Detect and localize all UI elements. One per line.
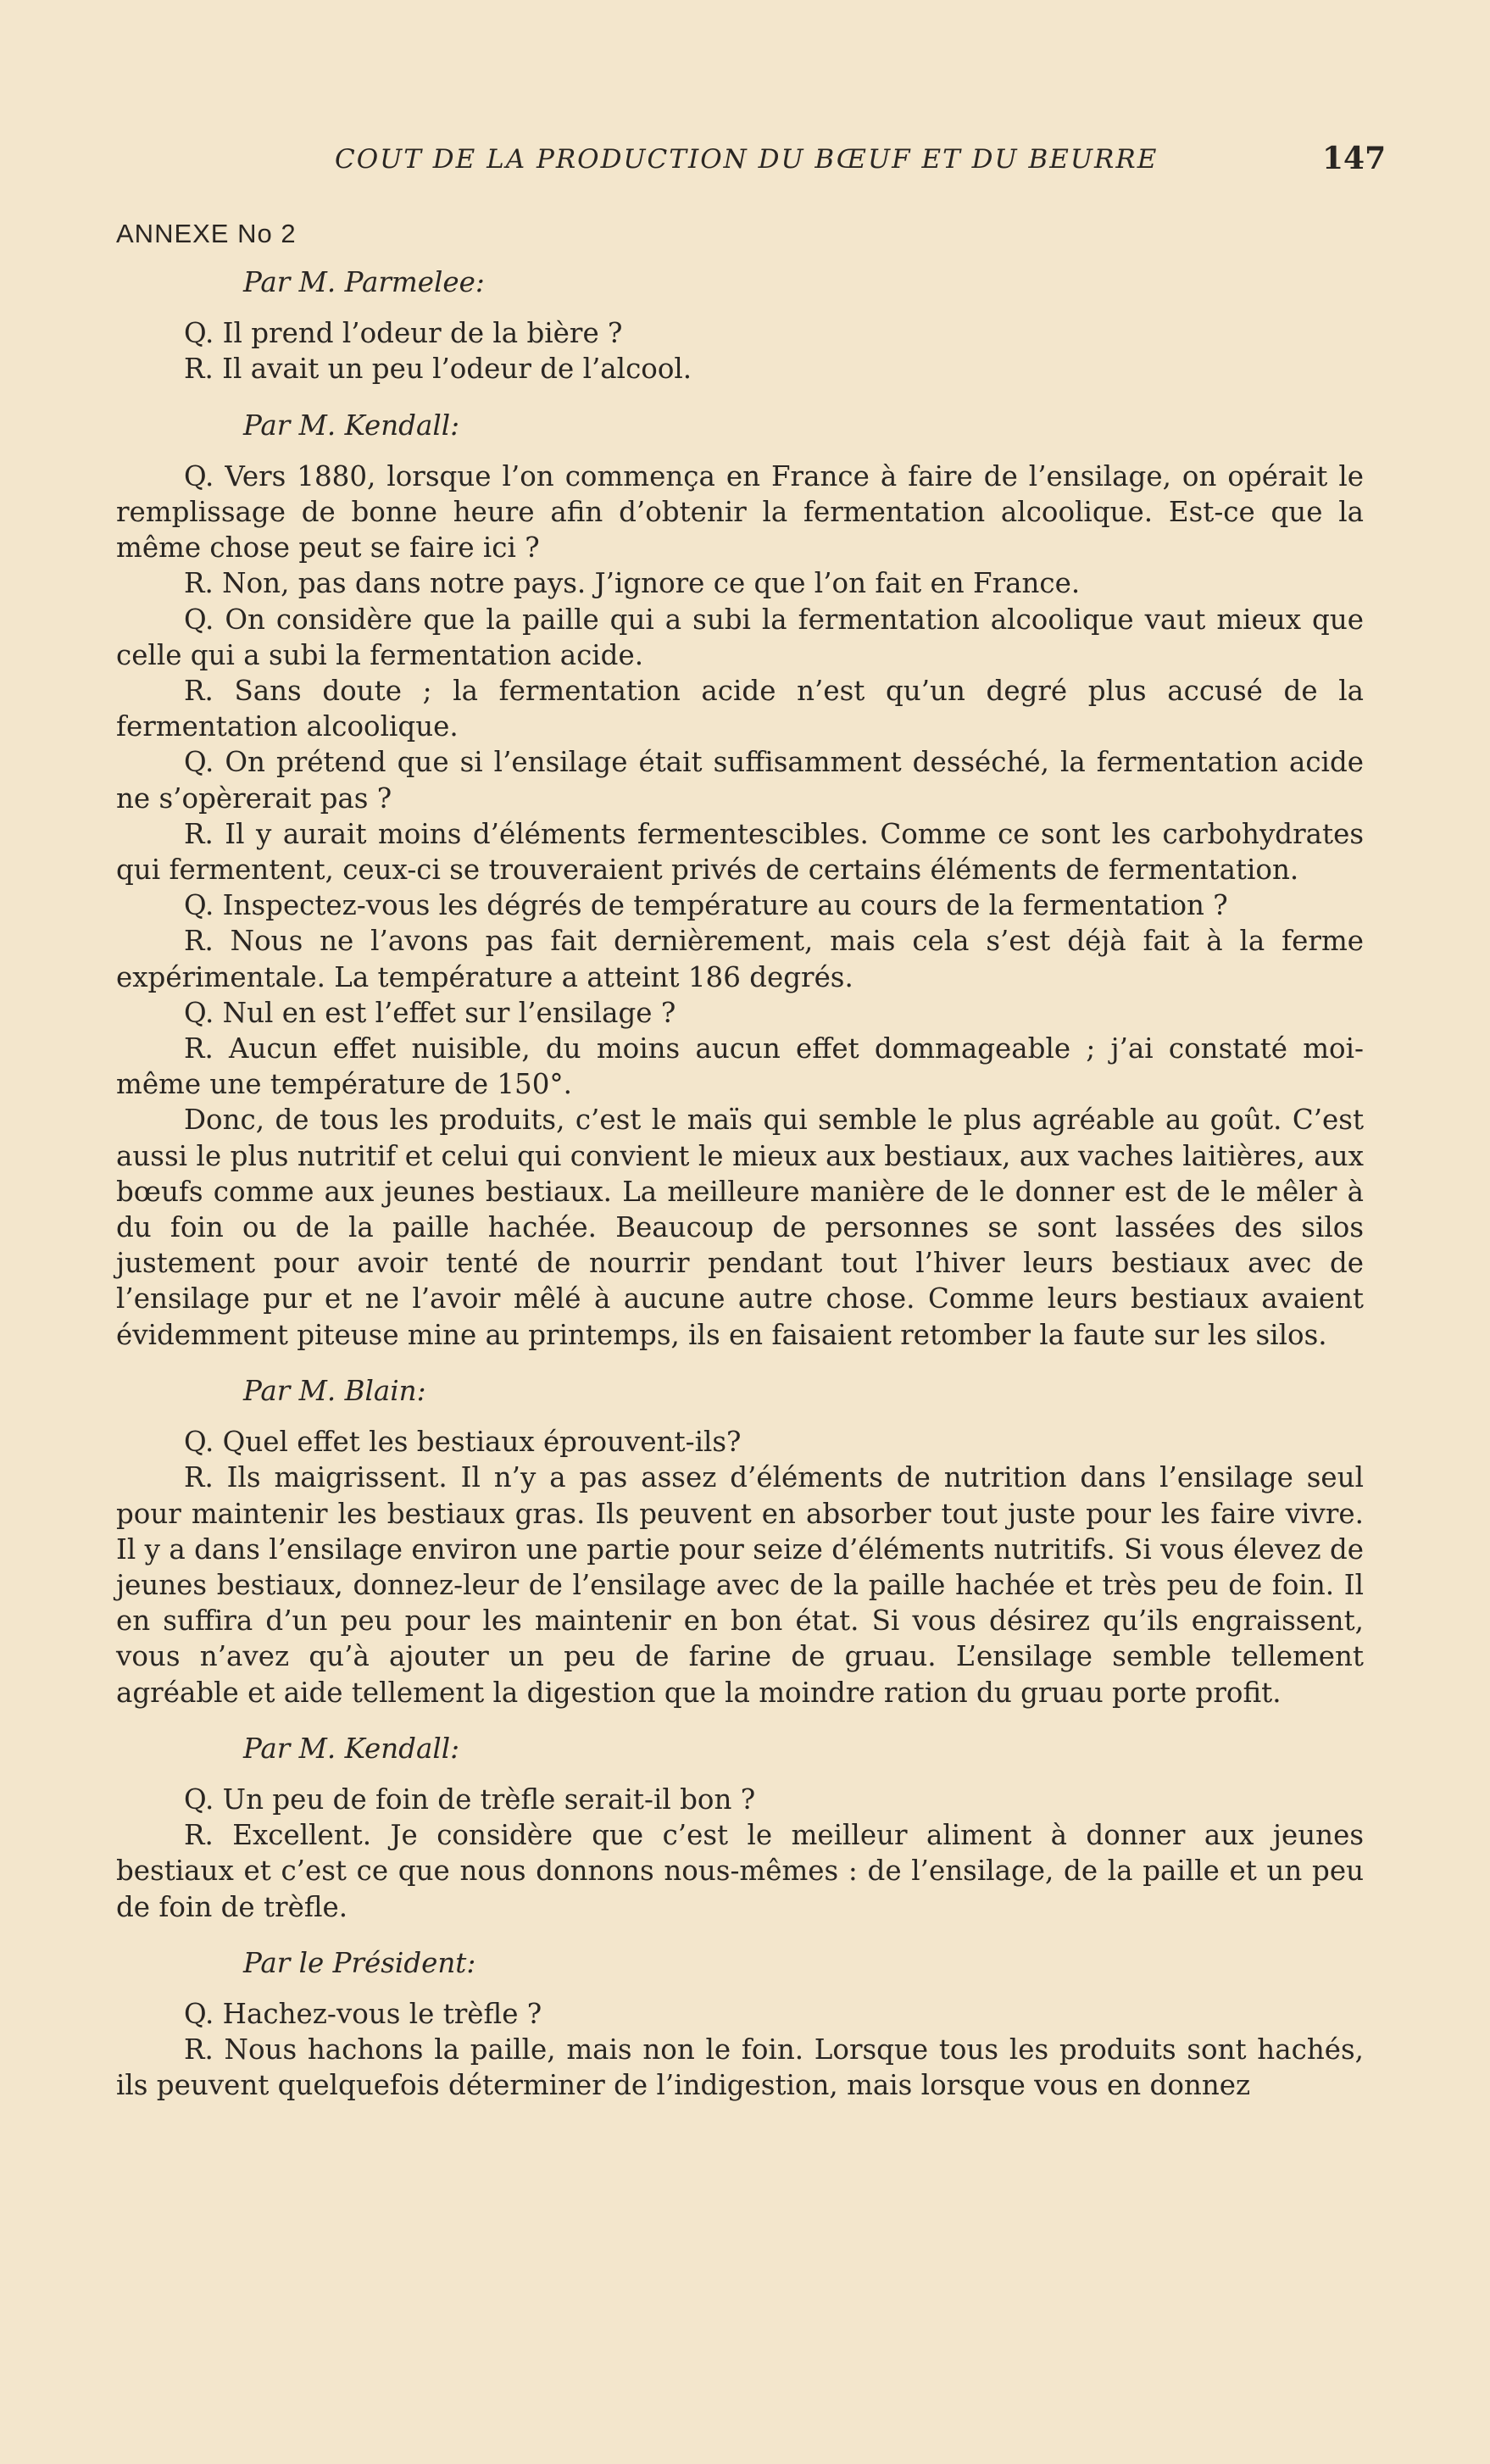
speaker-heading: Par M. Blain: [243, 1374, 426, 1407]
running-title: COUT DE LA PRODUCTION DU BŒUF ET DU BEURRE [335, 144, 1159, 175]
paragraph: Q. Un peu de foin de trèfle serait-il bon ? [184, 1783, 756, 1816]
paragraph: R. Excellent. Je considère que c’est le meilleur aliment à donner aux jeunes bestiaux et c’est ce que nous donnons nous-mêmes : de l’ensilage, de la paille et un peu de foin de trèfle. [116, 1819, 1364, 1923]
paragraph: R. Sans doute ; la fermentation acide n’est qu’un degré plus accusé de la fermentation alcoolique. [116, 675, 1364, 743]
paragraph: R. Ils maigrissent. Il n’y a pas assez d’éléments de nutrition dans l’ensilage seul pour maintenir les bestiaux gras. Ils peuvent en absorber tout juste pour les faire vivre. Il y a dans l’ensilage environ une partie pour seize d’éléments nutritifs. Si vous élevez de jeunes bestiaux, donnez-leur de l’ensilage avec de la paille hachée et très peu de foin. Il en suffira d’un peu pour les maintenir en bon état. Si vous désirez qu’ils engraissent, vous n’avez qu’à ajouter un peu de farine de gruau. L’ensilage semble tellement agréable et aide tellement la digestion que la moindre ration du gruau porte profit. [116, 1461, 1364, 1709]
paragraph: Q. Inspectez-vous les dégrés de température au cours de la fermentation ? [184, 889, 1228, 922]
paragraph: Q. Vers 1880, lorsque l’on commença en France à faire de l’ensilage, on opérait le remplissage de bonne heure afin d’obtenir la fermentation alcoolique. Est-ce que la même chose peut se faire ici ? [116, 459, 1364, 565]
page-header [0, 141, 1490, 186]
speaker-heading: Par M. Kendall: [243, 1732, 460, 1765]
paragraph: Donc, de tous les produits, c’est le maïs qui semble le plus agréable au goût. C’est aussi le plus nutritif et celui qui convient le mieux aux bestiaux, aux vaches laitières, aux bœufs comme aux jeunes bestiaux. La meilleure manière de le donner est de le mêler à du foin ou de la paille hachée. Beaucoup de personnes se sont lassées des silos justement pour avoir tenté de nourrir pendant tout l’hiver leurs bestiaux avec de l’ensilage pur et ne l’avoir mêlé à aucune autre chose. Comme leurs bestiaux avaient évidemment piteuse mine au printemps, ils en faisaient retomber la faute sur les silos. [116, 1104, 1364, 1351]
paragraph: R. Aucun effet nuisible, du moins aucun effet dommageable ; j’ai constaté moi-même une température de 150°. [116, 1032, 1364, 1101]
speaker-heading: Par le Président: [243, 1946, 476, 1979]
page-number: 147 [1322, 141, 1387, 176]
paragraph: Q. Nul en est l’effet sur l’ensilage ? [184, 996, 676, 1029]
annex-label: ANNEXE No 2 [116, 219, 297, 248]
paragraph: Q. Quel effet les bestiaux éprouvent-ils? [184, 1426, 742, 1459]
paragraph: Q. On prétend que si l’ensilage était suffisamment desséché, la fermentation acide ne s’opèrerait pas ? [116, 746, 1364, 815]
paragraph: Q. Il prend l’odeur de la bière ? [184, 317, 623, 350]
paragraph: R. Il avait un peu l’odeur de l’alcool. [184, 353, 692, 386]
speaker-heading: Par M. Parmelee: [243, 266, 485, 298]
paragraph: Q. On considère que la paille qui a subi la fermentation alcoolique vaut mieux que celle qui a subi la fermentation acide. [116, 603, 1364, 671]
paragraph: R. Nous ne l’avons pas fait dernièrement, mais cela s’est déjà fait à la ferme expérimentale. La température a atteint 186 degrés. [116, 925, 1364, 993]
paragraph: R. Nous hachons la paille, mais non le foin. Lorsque tous les produits sont hachés, ils peuvent quelquefois déterminer de l’indigestion, mais lorsque vous en donnez [116, 2033, 1364, 2102]
document-body [116, 264, 1364, 2104]
paragraph: R. Non, pas dans notre pays. J’ignore ce que l’on fait en France. [184, 567, 1081, 600]
paragraph: Q. Hachez-vous le trèfle ? [184, 1997, 542, 2030]
speaker-heading: Par M. Kendall: [243, 409, 460, 442]
paragraph: R. Il y aurait moins d’éléments fermentescibles. Comme ce sont les carbohydrates qui fermentent, ceux-ci se trouveraient privés de certains éléments de fermentation. [116, 817, 1364, 887]
